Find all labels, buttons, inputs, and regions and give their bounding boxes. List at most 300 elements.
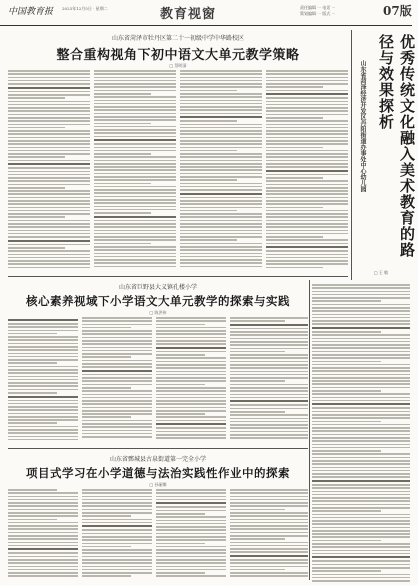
text-line [8, 572, 78, 574]
text-line [8, 432, 78, 434]
text-line [312, 517, 410, 519]
text-line [266, 174, 348, 176]
text-line [312, 307, 410, 309]
text-line [312, 497, 410, 499]
text-line [266, 93, 348, 95]
text-line [94, 136, 176, 138]
text-line [156, 377, 226, 379]
text-line [230, 492, 308, 494]
text-line [82, 539, 152, 541]
text-line [230, 542, 308, 544]
text-line [82, 317, 152, 319]
text-line [230, 367, 308, 369]
text-line [180, 120, 237, 122]
text-line [266, 254, 348, 256]
text-line [8, 174, 90, 176]
text-line [180, 140, 262, 142]
text-line [82, 525, 152, 527]
text-line [180, 106, 262, 108]
text-line [82, 397, 152, 399]
text-line [266, 243, 348, 245]
text-line [230, 535, 308, 537]
text-line [82, 566, 152, 568]
article2-byline: □ 陈洪伟 [149, 310, 167, 315]
text-line [312, 341, 410, 343]
text-line [180, 80, 262, 82]
text-line [230, 361, 308, 363]
text-line [8, 535, 78, 537]
text-line [312, 357, 410, 359]
text-line [94, 186, 176, 188]
text-line [8, 436, 78, 438]
text-line [266, 147, 323, 149]
text-line [156, 374, 226, 376]
article1-column [180, 70, 262, 270]
text-line [266, 239, 348, 241]
text-line [8, 207, 90, 209]
text-line [180, 160, 262, 162]
text-line [156, 496, 226, 498]
text-line [82, 536, 152, 538]
text-line [312, 460, 410, 462]
text-line [94, 93, 151, 95]
text-line [8, 187, 65, 189]
text-line [312, 450, 381, 452]
text-line [8, 489, 57, 491]
text-line [8, 260, 90, 262]
text-line [8, 150, 90, 152]
text-line [230, 371, 308, 373]
text-line [94, 123, 151, 125]
text-line [8, 505, 78, 507]
text-line [312, 300, 381, 302]
text-line [8, 254, 90, 256]
text-line [82, 519, 152, 521]
text-line [82, 420, 152, 422]
text-line [180, 86, 262, 88]
text-line [156, 347, 226, 349]
text-line [8, 193, 90, 195]
text-line [312, 577, 410, 579]
text-line [94, 147, 176, 149]
text-line [156, 569, 226, 571]
text-line [230, 390, 308, 392]
text-line [230, 421, 308, 423]
text-line [156, 489, 226, 491]
text-line [82, 394, 152, 396]
text-line [266, 177, 323, 179]
text-line [230, 408, 308, 410]
text-line [266, 260, 348, 262]
text-line [8, 542, 78, 544]
text-line [180, 213, 262, 215]
text-line [8, 110, 90, 112]
text-line [230, 364, 308, 366]
text-line [312, 334, 410, 336]
text-line [312, 370, 410, 372]
text-line [312, 540, 381, 542]
text-line [8, 429, 78, 431]
text-line [156, 390, 226, 392]
text-line [230, 559, 308, 561]
text-line [94, 230, 176, 232]
text-line [8, 127, 65, 129]
text-line [312, 287, 410, 289]
article1-kicker: 山东省菏泽市牡丹区第二十一初级中学中华路校区 [111, 35, 244, 42]
text-line [230, 496, 308, 498]
text-line [8, 538, 78, 540]
text-line [312, 476, 410, 478]
text-line [94, 256, 176, 258]
text-line [266, 190, 348, 192]
text-line [8, 97, 65, 99]
text-line [156, 400, 226, 402]
text-line [94, 150, 176, 152]
text-line [8, 263, 90, 265]
text-line [312, 440, 410, 442]
text-line [82, 543, 152, 545]
text-line [8, 197, 90, 199]
text-line [156, 526, 226, 528]
text-line [180, 103, 262, 105]
text-line [180, 163, 262, 165]
text-line [82, 327, 131, 329]
text-line [180, 137, 262, 139]
text-line [8, 515, 78, 517]
text-line [230, 566, 308, 568]
article3-column [230, 489, 308, 581]
text-line [82, 333, 152, 335]
text-line [230, 575, 308, 577]
text-line [82, 496, 152, 498]
text-line [180, 189, 262, 191]
text-line [230, 551, 308, 553]
editor-line: 策划编辑 ··· 版式 ··· [300, 11, 336, 16]
text-line [156, 371, 226, 373]
text-line [8, 548, 78, 550]
text-line [180, 230, 262, 232]
text-line [230, 519, 308, 521]
text-line [180, 109, 262, 111]
text-line [312, 546, 410, 548]
text-line [82, 436, 152, 438]
text-line [230, 528, 308, 530]
article3-column [8, 489, 78, 581]
text-line [230, 545, 308, 547]
text-line [8, 177, 90, 179]
text-line [94, 166, 176, 168]
text-line [94, 262, 176, 264]
text-line [180, 223, 262, 225]
article3-byline: □ 孙丽娜 [149, 482, 167, 487]
article1-column [94, 70, 176, 270]
text-line [266, 90, 348, 92]
text-line [312, 444, 410, 446]
text-line [312, 411, 410, 413]
text-line [230, 397, 308, 399]
text-line [312, 317, 410, 319]
text-line [156, 536, 226, 538]
text-line [312, 520, 410, 522]
text-line [312, 383, 410, 385]
text-line [180, 183, 262, 185]
text-line [312, 304, 410, 306]
text-line [312, 380, 410, 382]
text-line [156, 361, 226, 363]
text-line [266, 130, 348, 132]
text-line [312, 354, 410, 356]
text-line [312, 463, 410, 465]
text-line [266, 207, 323, 209]
text-line [180, 73, 262, 75]
divider [8, 448, 308, 449]
text-line [94, 206, 176, 208]
text-line [8, 80, 90, 82]
text-line [8, 532, 78, 534]
text-line [312, 294, 410, 296]
editor-info [300, 5, 335, 17]
text-line [82, 499, 152, 501]
text-line [312, 470, 410, 472]
text-line [312, 367, 410, 369]
text-line [94, 143, 176, 145]
text-line [180, 197, 262, 199]
text-line [94, 113, 176, 115]
text-line [312, 393, 410, 395]
text-line [94, 169, 176, 171]
text-line [8, 147, 90, 149]
text-line [8, 153, 90, 155]
text-line [230, 509, 285, 511]
text-line [94, 132, 176, 134]
text-line [8, 247, 65, 249]
text-line [312, 320, 410, 322]
text-line [8, 203, 90, 205]
text-line [266, 197, 348, 199]
text-line [230, 512, 308, 514]
text-line [266, 80, 348, 82]
text-line [230, 532, 308, 534]
text-line [8, 77, 90, 79]
text-line [8, 94, 90, 96]
text-line [312, 338, 410, 340]
text-line [266, 73, 348, 75]
text-line [82, 489, 152, 491]
text-line [312, 314, 410, 316]
text-line [8, 426, 78, 428]
text-line [266, 220, 348, 222]
text-line [8, 372, 78, 374]
text-line [180, 236, 262, 238]
editor-line: 责任编辑 ··· 电话 ··· [300, 5, 336, 10]
text-line [8, 226, 90, 228]
text-line [8, 184, 90, 186]
text-line [156, 572, 205, 574]
text-line [8, 422, 57, 424]
text-line [156, 437, 226, 439]
text-line [312, 284, 410, 286]
section-title: 教育视窗 [160, 7, 217, 22]
text-line [94, 202, 176, 204]
text-line [94, 106, 176, 108]
text-line [82, 416, 131, 418]
text-line [266, 160, 348, 162]
text-line [94, 196, 176, 198]
text-line [312, 351, 410, 353]
text-line [156, 492, 226, 494]
text-line [82, 533, 152, 535]
text-line [180, 116, 262, 118]
text-line [156, 384, 205, 386]
text-line [82, 356, 131, 358]
text-line [8, 545, 78, 547]
text-line [94, 236, 176, 238]
text-line [180, 70, 262, 72]
text-line [82, 433, 152, 435]
text-line [8, 107, 90, 109]
text-line [8, 200, 90, 202]
text-line [8, 496, 78, 498]
text-line [82, 380, 152, 382]
text-line [156, 543, 205, 545]
text-line [8, 240, 90, 242]
text-line [312, 344, 410, 346]
text-line [8, 326, 78, 328]
text-line [230, 548, 308, 550]
text-line [156, 403, 226, 405]
text-line [180, 207, 262, 209]
article1-byline: □ 蔡明清 [169, 63, 187, 68]
text-line [266, 170, 348, 172]
text-line [156, 407, 226, 409]
text-line [156, 351, 226, 353]
text-line [82, 522, 152, 524]
text-line [156, 552, 226, 554]
text-line [94, 259, 176, 261]
text-line [156, 502, 226, 504]
text-line [94, 212, 151, 214]
article3-column [82, 489, 152, 581]
text-line [266, 203, 348, 205]
text-line [312, 510, 381, 512]
text-line [8, 406, 78, 408]
text-line [8, 190, 90, 192]
text-line [8, 120, 90, 122]
text-line [8, 223, 90, 225]
text-line [180, 262, 262, 264]
text-line [156, 330, 226, 332]
text-line [230, 555, 308, 557]
text-line [312, 427, 410, 429]
text-line [82, 430, 152, 432]
text-line [312, 473, 410, 475]
text-line [312, 377, 410, 379]
text-line [180, 210, 237, 212]
text-line [8, 333, 57, 335]
text-line [312, 414, 410, 416]
text-line [8, 130, 90, 132]
text-line [312, 374, 410, 376]
text-line [94, 246, 176, 248]
text-line [312, 533, 410, 535]
text-line [312, 484, 410, 486]
text-line [180, 173, 262, 175]
text-line [94, 183, 151, 185]
text-line [82, 360, 152, 362]
divider [309, 280, 310, 580]
text-line [8, 180, 90, 182]
text-line [230, 320, 285, 322]
text-line [82, 374, 152, 376]
text-line [94, 253, 176, 255]
text-line [94, 86, 176, 88]
text-line [82, 384, 152, 386]
text-line [180, 220, 262, 222]
text-line [266, 233, 348, 235]
text-line [94, 77, 176, 79]
text-line [8, 230, 90, 232]
text-line [8, 525, 78, 527]
text-line [230, 338, 308, 340]
article1-column [266, 70, 348, 270]
text-line [180, 127, 262, 129]
text-line [266, 257, 348, 259]
text-line [230, 384, 308, 386]
text-line [266, 184, 348, 186]
text-line [82, 377, 152, 379]
text-line [266, 226, 348, 228]
text-line [82, 347, 152, 349]
text-line [82, 423, 152, 425]
text-line [266, 97, 348, 99]
text-line [312, 291, 410, 293]
text-line [266, 117, 323, 119]
text-line [180, 259, 262, 261]
text-line [82, 320, 152, 322]
text-line [266, 120, 348, 122]
text-line [156, 416, 226, 418]
text-line [180, 100, 262, 102]
text-line [82, 509, 152, 511]
text-line [312, 364, 410, 366]
text-line [8, 343, 78, 345]
text-line [82, 337, 152, 339]
text-line [8, 499, 78, 501]
text-line [8, 362, 57, 364]
text-line [156, 357, 226, 359]
text-line [156, 324, 205, 326]
side-article-column [312, 284, 410, 581]
text-line [156, 510, 226, 512]
text-line [230, 499, 308, 501]
text-line [230, 411, 285, 413]
text-line [312, 403, 410, 405]
text-line [312, 467, 410, 469]
text-line [312, 556, 410, 558]
text-line [156, 317, 226, 319]
text-line [82, 529, 152, 531]
text-line [230, 331, 308, 333]
text-line [266, 193, 348, 195]
text-line [312, 560, 410, 562]
text-line [94, 156, 176, 158]
text-line [156, 520, 226, 522]
text-line [94, 83, 176, 85]
text-line [180, 93, 262, 95]
text-line [8, 117, 90, 119]
text-line [94, 216, 176, 218]
text-line [312, 437, 410, 439]
